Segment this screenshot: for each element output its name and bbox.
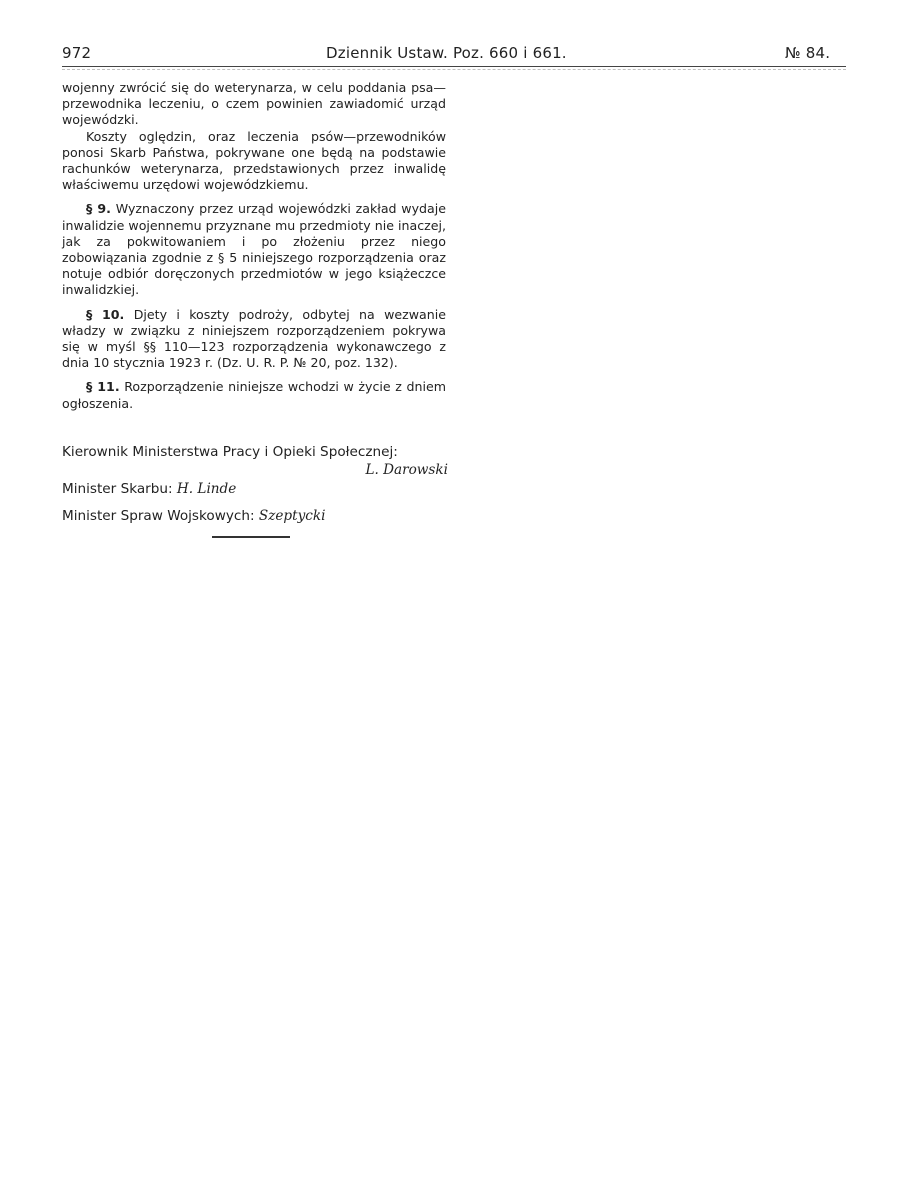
signature-treasury: [62, 481, 454, 498]
section-9-label: § 9.: [86, 201, 111, 217]
signature-name-linde: H. Linde: [176, 481, 237, 497]
section-11-text: Rozporządzenie niniejsze wchodzi w życie z dniem ogłoszenia.: [62, 379, 446, 411]
issue-number: № 84.: [785, 44, 831, 62]
end-rule: [212, 536, 290, 538]
section-10: [62, 307, 446, 372]
header-rule-secondary: [62, 69, 846, 70]
section-9: [62, 201, 446, 298]
section-10-label: § 10.: [86, 306, 125, 322]
signature-role-military: Minister Spraw Wojskowych:: [62, 508, 255, 524]
signature-role-treasury: Minister Skarbu:: [62, 481, 173, 497]
section-10-text: Djety i koszty podroży, odbytej na wezwanie władzy w związku z niniejszem rozporządzeniem pokrywa się w myśl §§ 110—123 rozporządzenia wykonawczego z dnia 10 stycznia 1923 r. (Dz. U. R. P. № 20, poz. 132).: [62, 306, 446, 371]
paragraph-continuation: wojenny zwrócić się do weterynarza, w celu poddania psa—przewodnika leczeniu, o czem powinien zawiadomić urząd wojewódzki.: [62, 80, 446, 128]
header-rule: [62, 66, 846, 67]
signature-role-labour-minister: Kierownik Ministerstwa Pracy i Opieki Społecznej:: [62, 444, 398, 460]
page-number: 972: [62, 44, 92, 62]
signature-name-szeptycki: Szeptycki: [258, 508, 326, 524]
section-11-label: § 11.: [86, 379, 120, 395]
paragraph-costs: Koszty oględzin, oraz leczenia psów—przewodników ponosi Skarb Państwa, pokrywane one będą na podstawie rachunków weterynarza, przedstawionych przez inwalidę właściwemu urzędowi wojewódzkiemu.: [62, 128, 446, 193]
text-column: [62, 80, 446, 412]
signature-name-darowski: L. Darowski: [365, 462, 448, 478]
section-11: [62, 379, 446, 411]
section-9-text: Wyznaczony przez urząd wojewódzki zakład wydaje inwalidzie wojennemu przyznane mu przedmioty nie inaczej, jak za pokwitowaniem i po złożeniu przez niego zobowiązania zgodnie z § 5 niniejszego rozporządzenia oraz notuje odbiór doręczonych przedmiotów w jego książeczce inwalidzkiej.: [62, 201, 446, 298]
journal-title: Dziennik Ustaw. Poz. 660 i 661.: [326, 44, 567, 62]
signature-military: [62, 508, 454, 525]
